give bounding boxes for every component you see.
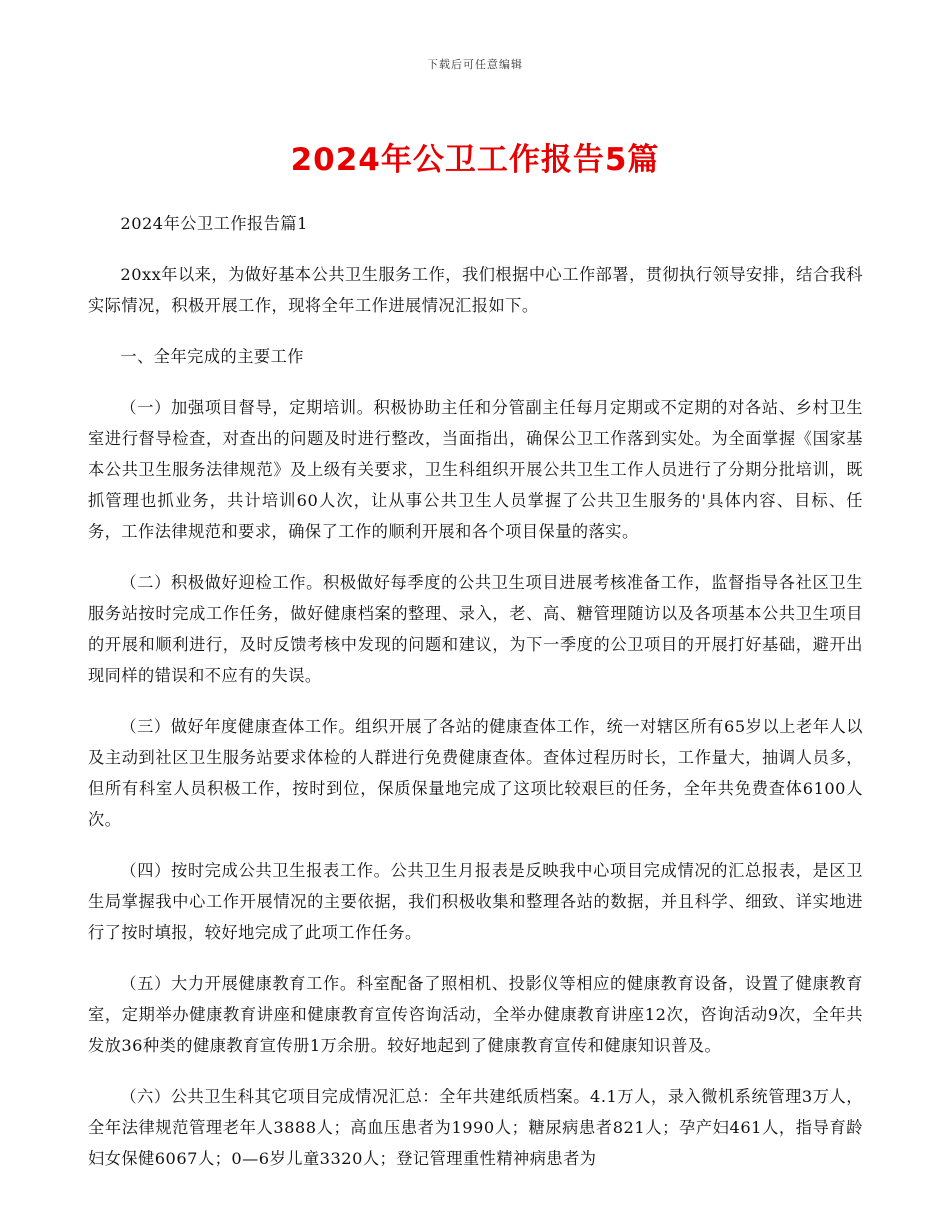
document-title: 2024年公卫工作报告5篇 — [290, 142, 660, 178]
paragraph-item-4: （四）按时完成公共卫生报表工作。公共卫生月报表是反映我中心项目完成情况的汇总报表，是区卫生局掌握我中心工作开展情况的主要依据，我们积极收集和整理各站的数据，并且科学、细致、详实地进行了按时填报，较好地完成了此项工作任务。 — [88, 861, 863, 942]
paragraph-item-5: （五）大力开展健康教育工作。科室配备了照相机、投影仪等相应的健康教育设备，设置了健康教育室，定期举办健康教育讲座和健康教育宣传咨询活动，全举办健康教育讲座12次，咨询活动9次，全年共发放36种类的健康教育宣传册1万余册。较好地起到了健康教育宣传和健康知识普及。 — [88, 974, 863, 1055]
header-note: 下载后可任意编辑 — [427, 58, 523, 71]
paragraph-item-3: （三）做好年度健康查体工作。组织开展了各站的健康查体工作，统一对辖区所有65岁以上老年人以及主动到社区卫生服务站要求体检的人群进行免费健康查体。查体过程历时长，工作量大，抽调人员多，但所有科室人员积极工作，按时到位，保质保量地完成了这项比较艰巨的任务，全年共免费查体6100人次。 — [88, 717, 863, 829]
section-heading: 2024年公卫工作报告篇1 — [120, 214, 308, 233]
document-body — [88, 208, 863, 1194]
paragraph-item-2: （二）积极做好迎检工作。积极做好每季度的公共卫生项目进展考核准备工作，监督指导各社区卫生服务站按时完成工作任务，做好健康档案的整理、录入，老、高、糖管理随访以及各项基本公共卫生项目的开展和顺利进行，及时反馈考核中发现的问题和建议，为下一季度的公卫项目的开展打好基础，避开出现同样的错误和不应有的失误。 — [88, 573, 863, 685]
section-subheading: 一、全年完成的主要工作 — [120, 347, 304, 366]
paragraph-item-6: （六）公共卫生科其它项目完成情况汇总：全年共建纸质档案。4.1万人，录入微机系统管理3万人，全年法律规范管理老年人3888人；高血压患者为1990人；糖尿病患者821人；孕产妇461人，指导育龄妇女保健6067人；0—6岁儿童3320人；登记管理重性精神病患者为 — [88, 1087, 863, 1168]
paragraph-intro: 20xx年以来，为做好基本公共卫生服务工作，我们根据中心工作部署，贯彻执行领导安排，结合我科实际情况，积极开展工作，现将全年工作进展情况汇报如下。 — [88, 265, 863, 315]
paragraph-item-1: （一）加强项目督导，定期培训。积极协助主任和分管副主任每月定期或不定期的对各站、乡村卫生室进行督导检查，对查出的问题及时进行整改，当面指出，确保公卫工作落到实处。为全面掌握《国家基本公共卫生服务法律规范》及上级有关要求，卫生科组织开展公共卫生工作人员进行了分期分批培训，既抓管理也抓业务，共计培训60人次，让从事公共卫生人员掌握了公共卫生服务的'具体内容、目标、任务，工作法律规范和要求，确保了工作的顺利开展和各个项目保量的落实。 — [88, 398, 863, 541]
